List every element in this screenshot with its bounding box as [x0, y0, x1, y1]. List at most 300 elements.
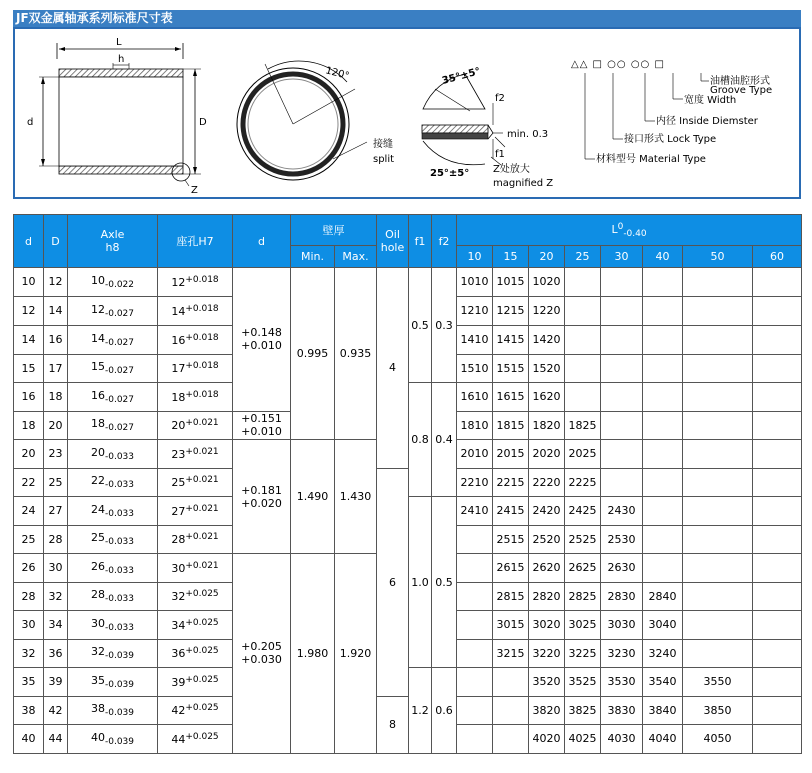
cell-part-number: 3040: [643, 611, 683, 640]
cell-part-number: 1010: [457, 268, 493, 297]
cell-part-number: [457, 554, 493, 583]
housing-tolerance: +0.018: [185, 332, 219, 343]
d-tol-lower: +0.010: [241, 339, 282, 353]
housing-value: 39: [171, 675, 186, 689]
cell-housing: [158, 582, 233, 611]
axle-tolerance: -0.039: [104, 679, 134, 690]
cell-part-number: [643, 268, 683, 297]
cell-part-number: [683, 296, 753, 325]
cell-axle: [68, 611, 158, 640]
cell-part-number: [601, 354, 643, 383]
cell-part-number: [683, 497, 753, 526]
dimension-table: [13, 214, 802, 754]
cell-housing: [158, 268, 233, 297]
cell-part-number: [601, 268, 643, 297]
cell-part-number: 1210: [457, 296, 493, 325]
header-D: D: [44, 215, 68, 268]
cell-d: 18: [14, 411, 44, 440]
axle-value: 22: [90, 474, 105, 488]
cell-part-number: 3530: [601, 668, 643, 697]
cell-d: 10: [14, 268, 44, 297]
label-split-cn: 接缝: [373, 139, 393, 150]
housing-tolerance: +0.021: [185, 503, 219, 514]
label-Z: Z: [191, 185, 198, 196]
cell-part-number: [565, 268, 601, 297]
d-tol-upper: +0.181: [241, 483, 282, 497]
cell-part-number: 3215: [493, 639, 529, 668]
cell-wall-min: 0.995: [291, 268, 335, 440]
cell-d: 35: [14, 668, 44, 697]
housing-tolerance: +0.025: [185, 646, 219, 657]
cell-f2: 0.6: [432, 668, 457, 754]
cell-part-number: 2215: [493, 468, 529, 497]
cell-part-number: 3850: [683, 696, 753, 725]
cell-housing: [158, 468, 233, 497]
cell-part-number: 3820: [529, 696, 565, 725]
legend-width: 宽度 Width: [684, 95, 737, 106]
axle-value: 40: [90, 730, 105, 744]
axle-tolerance: -0.033: [104, 451, 134, 462]
cell-D: 17: [44, 354, 68, 383]
cell-part-number: 3550: [683, 668, 753, 697]
axle-tolerance: -0.027: [104, 337, 134, 348]
cell-part-number: 1515: [493, 354, 529, 383]
axle-tolerance: -0.027: [104, 366, 134, 377]
cell-part-number: [753, 497, 802, 526]
housing-tolerance: +0.025: [185, 617, 219, 628]
cell-part-number: 1015: [493, 268, 529, 297]
cell-part-number: [457, 668, 493, 697]
magnified-z-view: [422, 74, 505, 165]
housing-value: 25: [171, 476, 186, 490]
cell-part-number: 1615: [493, 383, 529, 412]
label-angle-35: 35°±5°: [440, 66, 482, 87]
header-d-tolerance: d: [233, 215, 291, 268]
axle-tolerance: -0.039: [104, 708, 134, 719]
axle-value: 38: [90, 702, 105, 716]
cell-part-number: 3230: [601, 639, 643, 668]
cell-axle: [68, 582, 158, 611]
cell-part-number: [683, 554, 753, 583]
d-tol-lower: +0.030: [241, 653, 282, 667]
cell-D: 34: [44, 611, 68, 640]
cell-f2: 0.3: [432, 268, 457, 383]
cell-part-number: [753, 354, 802, 383]
cell-part-number: [601, 411, 643, 440]
housing-value: 42: [171, 704, 186, 718]
cell-D: 36: [44, 639, 68, 668]
cell-part-number: 1815: [493, 411, 529, 440]
housing-tolerance: +0.025: [185, 674, 219, 685]
cell-housing: [158, 325, 233, 354]
cell-part-number: [643, 525, 683, 554]
housing-value: 34: [171, 618, 186, 632]
cell-part-number: [493, 725, 529, 754]
cell-housing: [158, 525, 233, 554]
header-wall-max: Max.: [335, 246, 377, 268]
header-L-30: 30: [601, 246, 643, 268]
label-min-03: min. 0.3: [507, 129, 549, 140]
table-row: [14, 468, 802, 497]
label-f1: f1: [495, 149, 505, 160]
cell-f2: 0.5: [432, 497, 457, 668]
label-d: d: [27, 117, 34, 128]
cell-axle: [68, 668, 158, 697]
cell-axle: [68, 440, 158, 469]
legend-lock-type: 接口形式 Lock Type: [624, 134, 717, 145]
cell-part-number: [565, 296, 601, 325]
cell-D: 12: [44, 268, 68, 297]
bearing-diagram: [13, 27, 801, 199]
cell-part-number: 2815: [493, 582, 529, 611]
axle-value: 18: [90, 417, 105, 431]
cell-part-number: [683, 611, 753, 640]
housing-value: 32: [171, 590, 186, 604]
cell-part-number: [683, 639, 753, 668]
cell-part-number: [683, 268, 753, 297]
cell-part-number: 2630: [601, 554, 643, 583]
housing-tolerance: +0.021: [185, 446, 219, 457]
cell-part-number: [753, 468, 802, 497]
cell-part-number: 3830: [601, 696, 643, 725]
housing-tolerance: +0.025: [185, 703, 219, 714]
legend-groove-en: Groove Type: [710, 85, 773, 96]
cell-axle: [68, 383, 158, 412]
cell-housing: [158, 296, 233, 325]
header-L-10: 10: [457, 246, 493, 268]
cell-axle: [68, 639, 158, 668]
housing-tolerance: +0.018: [185, 389, 219, 400]
axle-tolerance: -0.033: [104, 508, 134, 519]
cell-axle: [68, 325, 158, 354]
cell-D: 18: [44, 383, 68, 412]
table-row: [14, 668, 802, 697]
cell-part-number: [457, 582, 493, 611]
cell-part-number: [753, 525, 802, 554]
cell-part-number: 2430: [601, 497, 643, 526]
header-f1: f1: [409, 215, 432, 268]
legend-groove-cn: 油槽油腔形式: [710, 76, 770, 87]
housing-value: 20: [171, 419, 186, 433]
cell-part-number: [643, 325, 683, 354]
cell-d: 16: [14, 383, 44, 412]
axle-tolerance: -0.033: [104, 537, 134, 548]
cell-part-number: 1020: [529, 268, 565, 297]
header-d: d: [14, 215, 44, 268]
cell-part-number: 3015: [493, 611, 529, 640]
cell-part-number: 1820: [529, 411, 565, 440]
cell-part-number: [683, 325, 753, 354]
housing-tolerance: +0.021: [185, 418, 219, 429]
cell-part-number: 3525: [565, 668, 601, 697]
cell-part-number: [753, 554, 802, 583]
cell-d: 14: [14, 325, 44, 354]
cell-wall-max: 1.920: [335, 554, 377, 754]
cell-d: 22: [14, 468, 44, 497]
cell-housing: [158, 354, 233, 383]
cell-part-number: 2225: [565, 468, 601, 497]
cell-part-number: 4040: [643, 725, 683, 754]
cell-part-number: 1220: [529, 296, 565, 325]
cell-part-number: 3220: [529, 639, 565, 668]
axle-value: 25: [90, 531, 105, 545]
label-h: h: [118, 54, 125, 65]
cell-part-number: [643, 354, 683, 383]
cell-axle: [68, 468, 158, 497]
cell-part-number: [643, 383, 683, 412]
axle-tolerance: -0.027: [104, 308, 134, 319]
cell-part-number: 1410: [457, 325, 493, 354]
cell-part-number: 3025: [565, 611, 601, 640]
label-z-en: magnified Z: [493, 178, 554, 189]
axle-value: 10: [90, 273, 105, 287]
d-tol-lower: +0.010: [241, 425, 282, 439]
cell-oil-hole: 8: [377, 696, 409, 753]
housing-value: 18: [171, 390, 186, 404]
cell-part-number: [753, 440, 802, 469]
legend-inside-diameter: 内径 Inside Diemster: [656, 116, 758, 127]
cell-part-number: 1420: [529, 325, 565, 354]
diagram-svg: [15, 29, 799, 197]
cell-part-number: 2210: [457, 468, 493, 497]
cell-part-number: 3225: [565, 639, 601, 668]
cell-axle: [68, 411, 158, 440]
cell-part-number: 2825: [565, 582, 601, 611]
axle-tolerance: -0.027: [104, 394, 134, 405]
axle-value: 14: [90, 331, 105, 345]
cell-part-number: 4020: [529, 725, 565, 754]
cell-part-number: 3840: [643, 696, 683, 725]
cell-part-number: 2515: [493, 525, 529, 554]
cell-part-number: 1215: [493, 296, 529, 325]
cell-part-number: [601, 440, 643, 469]
cell-housing: [158, 497, 233, 526]
cell-d: 20: [14, 440, 44, 469]
cell-part-number: 2520: [529, 525, 565, 554]
cell-part-number: 2830: [601, 582, 643, 611]
cell-f2: 0.4: [432, 383, 457, 497]
cell-part-number: [753, 411, 802, 440]
cell-part-number: 2425: [565, 497, 601, 526]
cell-d: 24: [14, 497, 44, 526]
label-z-cn: Z处放大: [493, 164, 530, 175]
cell-D: 23: [44, 440, 68, 469]
cell-axle: [68, 725, 158, 754]
housing-value: 17: [171, 362, 186, 376]
housing-value: 12: [171, 275, 186, 289]
housing-value: 27: [171, 504, 186, 518]
cell-f1: 1.2: [409, 668, 432, 754]
axle-tolerance: -0.022: [104, 279, 134, 290]
cell-part-number: [493, 668, 529, 697]
cell-housing: [158, 440, 233, 469]
cell-part-number: 3240: [643, 639, 683, 668]
axle-value: 12: [90, 302, 105, 316]
axle-value: 35: [90, 673, 105, 687]
cell-part-number: [457, 725, 493, 754]
housing-value: 14: [171, 304, 186, 318]
cell-part-number: [753, 383, 802, 412]
cell-part-number: [643, 296, 683, 325]
cell-part-number: 2025: [565, 440, 601, 469]
cell-part-number: 1610: [457, 383, 493, 412]
axle-value: 26: [90, 559, 105, 573]
axle-tolerance: -0.033: [104, 480, 134, 491]
cell-part-number: 4025: [565, 725, 601, 754]
header-L-60: 60: [753, 246, 802, 268]
cell-d: 30: [14, 611, 44, 640]
cell-part-number: 2020: [529, 440, 565, 469]
cell-part-number: 3825: [565, 696, 601, 725]
cell-part-number: [601, 383, 643, 412]
cell-D: 30: [44, 554, 68, 583]
cell-part-number: [753, 639, 802, 668]
cell-housing: [158, 639, 233, 668]
cell-part-number: [565, 325, 601, 354]
axle-value: 28: [90, 588, 105, 602]
housing-tolerance: +0.021: [185, 475, 219, 486]
axle-value: 20: [90, 445, 105, 459]
label-angle-25: 25°±5°: [430, 168, 470, 179]
cell-d: 32: [14, 639, 44, 668]
cell-d-tolerance: [233, 440, 291, 554]
cell-part-number: [565, 354, 601, 383]
cell-part-number: 1810: [457, 411, 493, 440]
axle-tolerance: -0.039: [104, 651, 134, 662]
cell-d: 26: [14, 554, 44, 583]
header-housing: 座孔H7: [158, 215, 233, 268]
cell-part-number: [643, 468, 683, 497]
axle-tolerance: -0.033: [104, 565, 134, 576]
axle-value: 32: [90, 645, 105, 659]
table-row: [14, 696, 802, 725]
cell-wall-max: 1.430: [335, 440, 377, 554]
housing-value: 16: [171, 333, 186, 347]
d-tol-upper: +0.151: [241, 412, 282, 426]
cell-part-number: [753, 325, 802, 354]
table-row: [14, 497, 802, 526]
table-body: [14, 268, 802, 754]
cell-axle: [68, 525, 158, 554]
cell-part-number: [457, 525, 493, 554]
cell-part-number: 2420: [529, 497, 565, 526]
cell-part-number: [753, 725, 802, 754]
d-tol-lower: +0.020: [241, 496, 282, 510]
cell-housing: [158, 668, 233, 697]
cell-part-number: 1620: [529, 383, 565, 412]
cell-part-number: [683, 383, 753, 412]
cell-part-number: 2530: [601, 525, 643, 554]
cell-housing: [158, 696, 233, 725]
table-row: [14, 383, 802, 412]
cell-part-number: 2625: [565, 554, 601, 583]
cell-part-number: 2615: [493, 554, 529, 583]
cell-part-number: [753, 668, 802, 697]
cell-housing: [158, 554, 233, 583]
cell-axle: [68, 497, 158, 526]
cell-wall-max: 0.935: [335, 268, 377, 440]
housing-tolerance: +0.025: [185, 589, 219, 600]
axle-tolerance: -0.039: [104, 736, 134, 747]
header-L-25: 25: [565, 246, 601, 268]
housing-value: 28: [171, 533, 186, 547]
cell-part-number: 3020: [529, 611, 565, 640]
cell-d: 40: [14, 725, 44, 754]
cell-part-number: [753, 696, 802, 725]
cell-D: 42: [44, 696, 68, 725]
cell-D: 44: [44, 725, 68, 754]
cell-D: 27: [44, 497, 68, 526]
cell-d: 15: [14, 354, 44, 383]
cell-f1: 0.5: [409, 268, 432, 383]
cell-d: 28: [14, 582, 44, 611]
label-D: D: [199, 117, 207, 128]
cell-D: 39: [44, 668, 68, 697]
code-symbols: △△ □ ○○ ○○ □: [571, 59, 665, 70]
cell-D: 20: [44, 411, 68, 440]
cell-wall-min: 1.980: [291, 554, 335, 754]
cell-part-number: 2010: [457, 440, 493, 469]
cell-part-number: [683, 525, 753, 554]
cell-D: 14: [44, 296, 68, 325]
cell-d: 12: [14, 296, 44, 325]
cell-part-number: [643, 497, 683, 526]
housing-tolerance: +0.025: [185, 731, 219, 742]
cell-part-number: 1520: [529, 354, 565, 383]
header-oil-hole: Oil hole: [377, 215, 409, 268]
cell-part-number: [683, 440, 753, 469]
cell-D: 16: [44, 325, 68, 354]
cell-d-tolerance: [233, 411, 291, 440]
housing-value: 23: [171, 447, 186, 461]
header-wall-min: Min.: [291, 246, 335, 268]
cell-d-tolerance: [233, 554, 291, 754]
housing-value: 36: [171, 647, 186, 661]
cell-part-number: 1415: [493, 325, 529, 354]
cell-part-number: [457, 611, 493, 640]
cell-housing: [158, 383, 233, 412]
cell-oil-hole: 4: [377, 268, 409, 469]
axle-value: 24: [90, 502, 105, 516]
cell-axle: [68, 296, 158, 325]
cell-f1: 1.0: [409, 497, 432, 668]
cell-part-number: [493, 696, 529, 725]
cell-part-number: [643, 440, 683, 469]
cell-part-number: [601, 325, 643, 354]
cell-d-tolerance: [233, 268, 291, 412]
cell-part-number: [753, 296, 802, 325]
cell-part-number: [457, 696, 493, 725]
cell-oil-hole: 6: [377, 468, 409, 696]
cell-housing: [158, 411, 233, 440]
cell-part-number: [753, 611, 802, 640]
cell-part-number: [683, 354, 753, 383]
cell-part-number: 3520: [529, 668, 565, 697]
cell-axle: [68, 354, 158, 383]
cell-part-number: [753, 268, 802, 297]
cell-part-number: [565, 383, 601, 412]
label-L: L: [116, 37, 122, 48]
cell-axle: [68, 268, 158, 297]
housing-tolerance: +0.018: [185, 303, 219, 314]
cell-part-number: [457, 639, 493, 668]
axle-tolerance: -0.033: [104, 594, 134, 605]
header-L-50: 50: [683, 246, 753, 268]
cell-D: 28: [44, 525, 68, 554]
cell-housing: [158, 611, 233, 640]
housing-tolerance: +0.018: [185, 361, 219, 372]
d-tol-upper: +0.148: [241, 326, 282, 340]
